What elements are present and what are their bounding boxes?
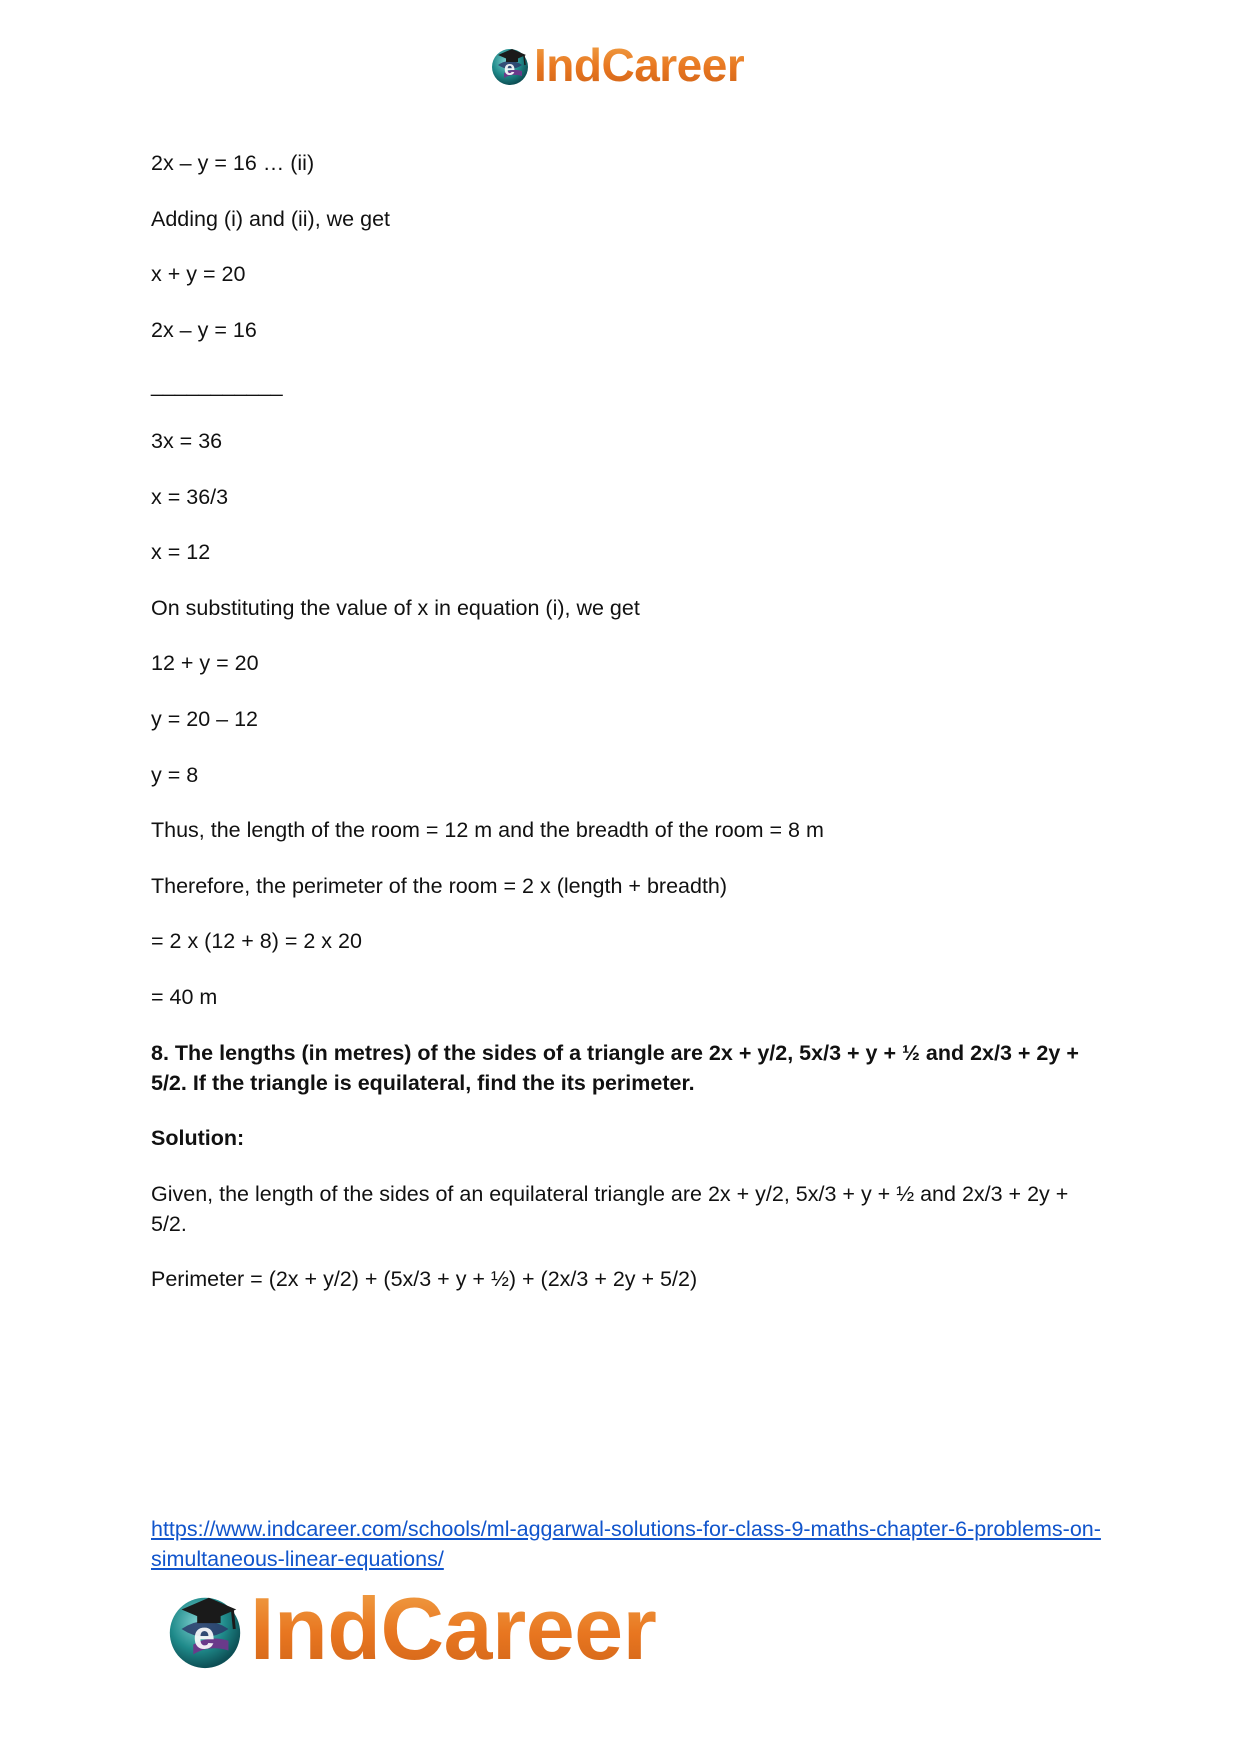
solution-line: x = 12 <box>151 540 211 565</box>
solution-line: Perimeter = (2x + y/2) + (5x/3 + y + ½) + (2x/3 + 2y + 5/2) <box>151 1267 698 1292</box>
question-text: Solution: <box>151 1126 245 1151</box>
solution-line: 2x – y = 16 … (ii) <box>151 151 315 175</box>
solution-line: 12 + y = 20 <box>151 651 259 676</box>
solution-line: x = 36/3 <box>151 484 229 509</box>
footer-logo <box>162 1579 657 1678</box>
solution-line: Given, the length of the sides of an equilateral triangle are 2x + y/2, 5x/3 + y + ½ and 2x/3 + 2y + 5/2. <box>151 1181 1075 1236</box>
solution-line: 3x = 36 <box>151 428 223 453</box>
logo-text: IndCareer <box>250 1579 657 1678</box>
svg-text:e: e <box>504 58 516 80</box>
solution-line: y = 20 – 12 <box>151 706 258 731</box>
document-body <box>151 148 1101 1320</box>
solution-line: On substituting the value of x in equation (i), we get <box>151 595 640 620</box>
question-text: 8. The lengths (in metres) of the sides of a triangle are 2x + y/2, 5x/3 + y + ½ and 2x/3 + 2y + 5/2. If the triangle is equilateral, find the its perimeter. <box>151 1040 1085 1095</box>
solution-line: = 40 m <box>151 984 218 1009</box>
globe-graduation-cap-icon <box>488 43 532 87</box>
solution-line: x + y = 20 <box>151 262 246 287</box>
solution-line: ___________ <box>151 373 283 398</box>
logo-text: IndCareer <box>534 39 745 91</box>
source-link[interactable]: https://www.indcareer.com/schools/ml-aggarwal-solutions-for-class-9-maths-chapter-6-problems-on-simultaneous-linear-equations/ <box>151 1517 1101 1571</box>
solution-line: Thus, the length of the room = 12 m and the breadth of the room = 8 m <box>151 818 824 843</box>
svg-text:e: e <box>193 1614 216 1658</box>
solution-line: Therefore, the perimeter of the room = 2 x (length + breadth) <box>151 873 728 898</box>
solution-line: y = 8 <box>151 762 199 787</box>
solution-line: 2x – y = 16 <box>151 317 257 342</box>
solution-line: = 2 x (12 + 8) = 2 x 20 <box>151 929 362 954</box>
header-logo <box>488 39 745 91</box>
globe-graduation-cap-icon <box>162 1586 248 1672</box>
solution-line: Adding (i) and (ii), we get <box>151 206 390 231</box>
